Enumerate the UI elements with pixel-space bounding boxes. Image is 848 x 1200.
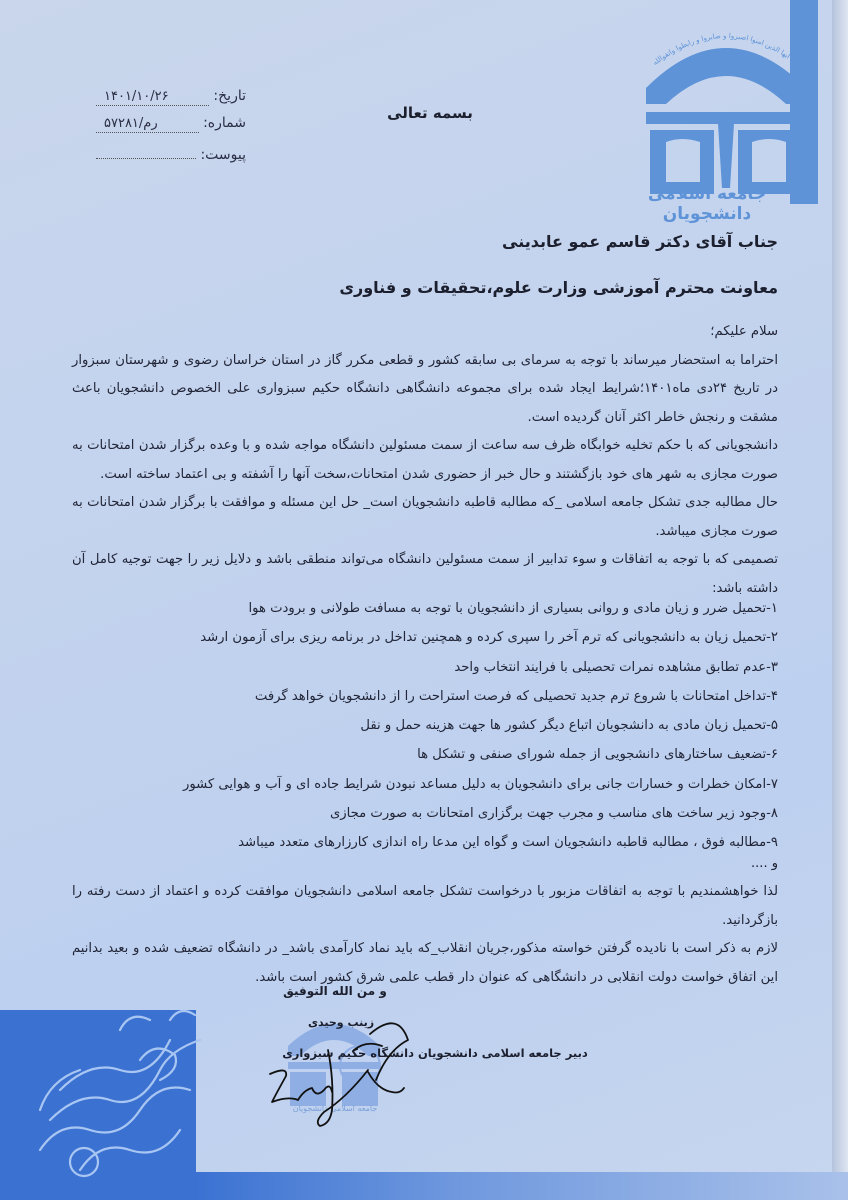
calligraphy-emblem-icon — [20, 1000, 220, 1190]
reason-item: ۹-مطالبه فوق ، مطالبه قاطبه دانشجویان است و گواه این مدعا راه اندازی کارزارهای متعدد میباشد — [238, 835, 778, 851]
body-paragraph: تصمیمی که با توجه به اتفاقات و سوء تدابیر از سمت مسئولین دانشگاه می‌تواند منطقی باشد و دلایل زیر را جهت توجیه کامل آن داشته باشد: — [72, 552, 778, 596]
handwritten-signature-icon — [258, 1010, 418, 1130]
reasons-list — [183, 594, 778, 858]
reason-item: ۶-تضعیف ساختارهای دانشجویی از جمله شورای صنفی و تشکل ها — [417, 747, 778, 763]
reason-item: ۳-عدم تطابق مشاهده نمرات تحصیلی با فرایند انتخاب واحد — [454, 659, 778, 675]
closing-paragraphs — [72, 878, 778, 992]
reason-item: ۴-تداخل امتحانات با شروع ترم جدید تحصیلی که فرصت استراحت را از دانشجویان خواهد گرفت — [254, 688, 778, 704]
attachment-field — [96, 142, 246, 169]
paper-edge — [832, 0, 848, 1200]
closing-paragraph: لازم به ذکر است با نادیده گرفتن خواسته مذکور،جریان انقلاب_که باید نماد کارآمدی باشد_ در دانشگاه تضعیف شده و بعید بدانیم این اتفاق خواست دولت انقلابی در دانشگاهی که عنوان دار قطب علمی شرق کشور است باشد. — [72, 941, 778, 985]
reason-item: ۸-وجود زیر ساخت های مناسب و مجرب جهت برگزاری امتحانات به صورت مجازی — [329, 806, 778, 822]
number-label: شماره: — [203, 115, 246, 131]
letter-body — [72, 318, 778, 603]
date-label: تاریخ: — [213, 88, 246, 104]
stamp-caption: جامعه اسلامی دانشجویان — [292, 1104, 378, 1113]
signatory-name: زینب وحیدی — [307, 1016, 375, 1029]
reason-item: ۲-تحمیل زیان به دانشجویانی که ترم آخر را سپری کرده و همچنین تداخل در برنامه ریزی برای آزمون ارشد — [200, 630, 778, 646]
footer-gradient-band — [196, 1172, 848, 1200]
attachment-value — [96, 142, 196, 159]
body-paragraph: حال مطالبه جدی تشکل جامعه اسلامی _که مطالبه قاطبه دانشجویان است_ حل این مسئله و موافقت با برگزار شدن امتحانات به صورت مجازی میباشد. — [72, 495, 778, 539]
etcetera: و .... — [751, 856, 778, 871]
reason-item: ۵-تحمیل زیان مادی به دانشجویان اتباع دیگر کشور ها جهت هزینه حمل و نقل — [360, 718, 778, 734]
signatory-title: دبیر جامعه اسلامی دانشجویان دانشگاه حکیم سبزواری — [282, 1046, 588, 1060]
addressee-office: معاونت محترم آموزشی وزارت علوم،تحقیقات و فناوری — [339, 278, 778, 297]
addressee-name: جناب آقای دکتر قاسم عمو عابدینی — [502, 232, 778, 251]
body-paragraph: احتراما به استحضار میرساند با توجه به سرمای بی سابقه کشور و قطعی مکرر گاز در استان خراسان رضوی و شهرستان سبزوار در تاریخ ۲۴دی ماه۱۴۰۱؛شرایط ایجاد شده برای مجموعه دانشگاهی دانشگاه حکیم سبزواری علی الخصوص دانشجویان باعث مشقت و رنجش خاطر اکثر آنان گردیده است. — [72, 352, 778, 425]
letter-meta-fields — [96, 88, 246, 169]
date-value: ۱۴۰۱/۱۰/۲۶ — [96, 89, 209, 106]
closing-paragraph: لذا خواهشمندیم با توجه به اتفاقات مزبور با درخواست تشکل جامعه اسلامی دانشجویان موافقت کرده و اعتماد از دست رفته را بازگردانید. — [72, 884, 778, 928]
organization-name: جامعه اسلامی دانشجویان — [647, 184, 767, 224]
attachment-label: پیوست: — [200, 147, 246, 163]
basmala-heading: بسمه تعالی — [387, 104, 473, 122]
date-field — [96, 88, 246, 115]
organization-logo-icon — [636, 18, 816, 210]
greeting: سلام علیکم؛ — [710, 324, 778, 339]
body-paragraph: دانشجویانی که با حکم تخلیه خوابگاه ظرف سه ساعت از سمت مسئولین دانشگاه مواجه شده و با وعده برگزار شدن امتحانات به صورت مجازی به شهر های خود بازگشتند و حال خبر از حضوری شدن امتحانات،سخت آنها را آشفته و بی اعتماد ساخته است. — [72, 438, 778, 482]
number-field — [96, 115, 246, 142]
number-value: ۵۷۲۸۱/رم — [96, 116, 199, 133]
reason-item: ۷-امکان خطرات و خسارات جانی برای دانشجویان به دلیل مساعد نبودن شرایط جاده ای و آب و هوایی کشور — [182, 776, 778, 792]
closing-salutation: و من الله التوفیق — [283, 984, 387, 998]
reason-item: ۱-تحمیل ضرر و زیان مادی و روانی بسیاری از دانشجویان با توجه به مسافت طولانی و برودت هوا — [248, 601, 778, 616]
svg-text:یا ایها الذین امنوا اصبروا و ص: یا ایها الذین امنوا اصبروا و صابروا و رابطوا واتقوالله — [651, 31, 797, 67]
